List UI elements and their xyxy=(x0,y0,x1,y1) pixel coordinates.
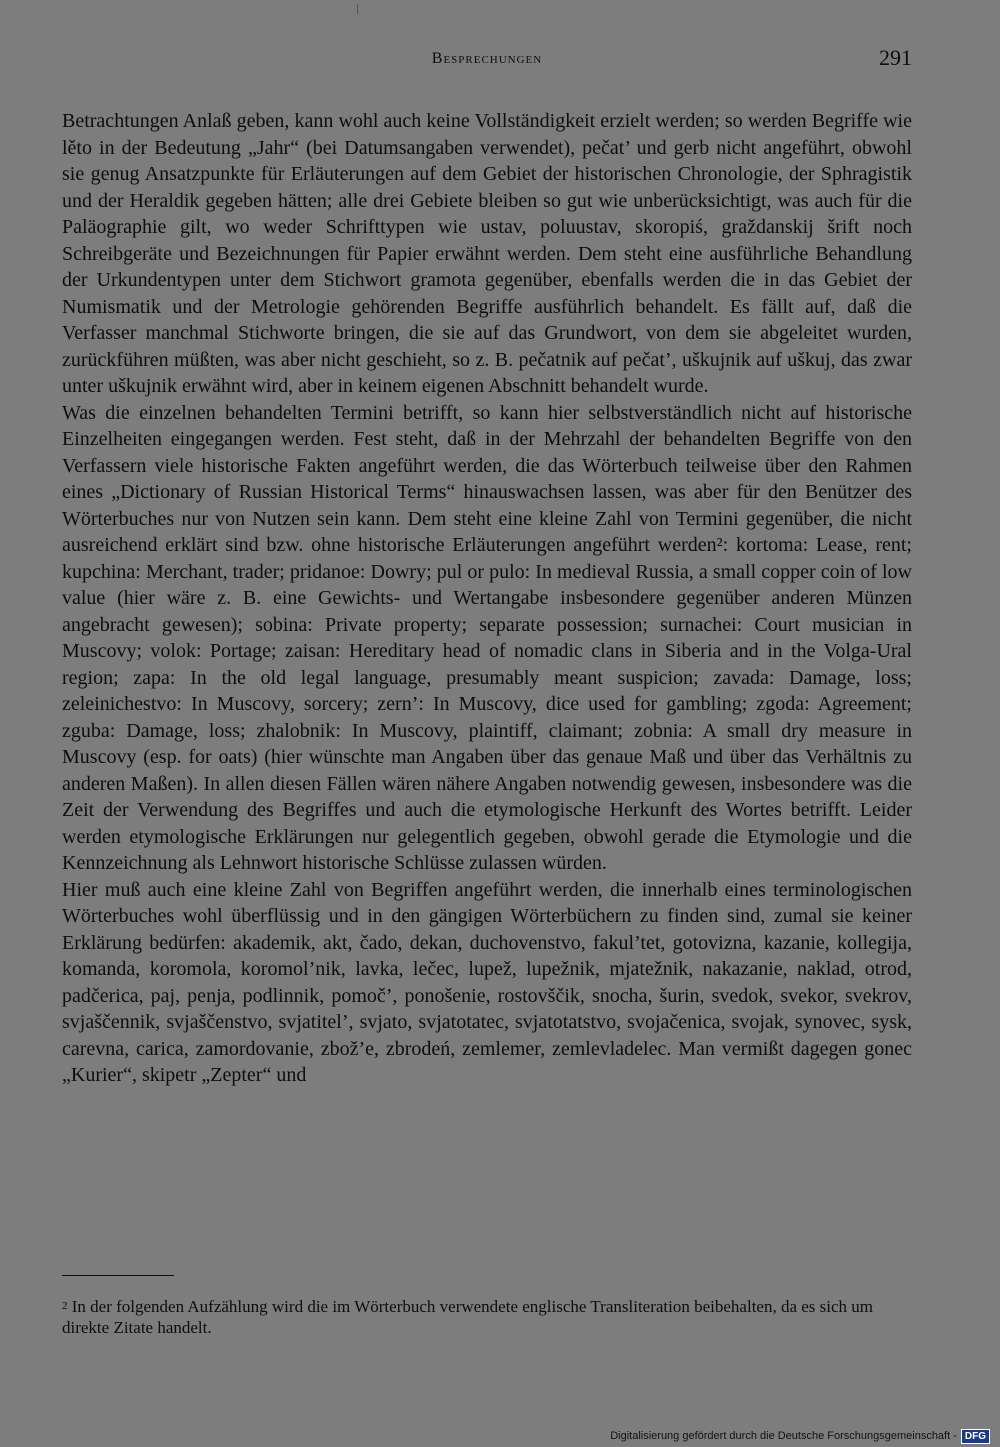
page-number: 291 xyxy=(879,45,912,70)
footnote-text: In der folgenden Aufzählung wird die im Wörterbuch verwendete englische Transliteration beibehalten, da es sich um direkte Zitate handelt. xyxy=(62,1297,874,1337)
scan-mark xyxy=(357,4,358,14)
paragraph-3: Hier muß auch eine kleine Zahl von Begriffen angeführt werden, die innerhalb eines terminologischen Wörterbuches wohl überflüssig und in den gängigen Wörterbüchern zu finden sind, zumal sie keiner Erklärung bedürfen: akademik, akt, čado, dekan, duchovenstvo, fakul’tet, gotovizna, kazanie, kollegija, komanda, koromola, koromol’nik, lavka, lečec, lupež, lupežnik, mjatežnik, nakazanie, naklad, otrod, padčerica, paj, penja, podlinnik, pomoč’, ponošenie, rostovščik, snocha, šurin, svedok, svekor, svekrov, svjaščennik, svjaščenstvo, svjatitel’, svjato, svjatotatec, svjatotatstvo, svojačenica, svojak, synovec, sysk, carevna, carica, zamordovanie, zbož’e, zbrodeń, zemlemer, zemlevladelec. Man vermißt dagegen gonec „Kurier“, skipetr „Zepter“ und xyxy=(62,878,912,1086)
paragraph-2: Was die einzelnen behandelten Termini betrifft, so kann hier selbstverständlich nicht auf historische Einzelheiten eingegangen werden. Fest steht, daß in der Mehrzahl der behandelten Begriffe von den Verfassern viele historische Fakten angeführt werden, die das Wörterbuch teilweise über den Rahmen eines „Dictionary of Russian Historical Terms“ hinauswachsen lassen, was aber für den Benützer des Wörterbuches nur von Nutzen sein kann. Dem steht eine kleine Zahl von Termini gegenüber, die nicht ausreichend erklärt sind bzw. ohne historische Erläuterungen angeführt werden²: kortoma: Lease, rent; kupchina: Merchant, trader; pridanoe: Dowry; pul or pulo: In medieval Russia, a small copper coin of low value (hier wäre z. B. eine Gewichts- und Wertangabe insbesondere gegenüber anderen Münzen angebracht gewesen); sobina: Private property; separate possession; surnachei: Court musician in Muscovy; volok: Portage; zaisan: Hereditary head of nomadic clans in Siberia and in the Volga-Ural region; zapa: In the old legal language, presumably meant suspicion; zavada: Damage, loss; zeleinichestvo: In Muscovy, sorcery; zern’: In Muscovy, dice used for gambling; zgoda: Agreement; zguba: Damage, loss; zhalobnik: In Muscovy, plaintiff, claimant; zobnia: A small dry measure in Muscovy (esp. for oats) (hier wünschte man Angaben über das genaue Maß und über das Verhältnis zu anderen Maßen). In allen diesen Fällen wären nähere Angaben notwendig gewesen, insbesondere was die Zeit der Verwendung des Begriffes und auch die etymologische Herkunft des Wortes betrifft. Leider werden etymologische Erklärungen nur gelegentlich gegeben, obwohl gerade die Etymologie und die Kennzeichnung als Lehnwort historische Schlüsse zulassen würden. xyxy=(62,401,912,874)
dfg-logo-icon: DFG xyxy=(961,1429,990,1444)
footnote xyxy=(62,1296,912,1338)
body-text xyxy=(62,108,912,1089)
footnote-marker: 2 xyxy=(62,1300,68,1312)
funding-note xyxy=(610,1428,990,1444)
page-header xyxy=(62,45,912,80)
funding-text: Digitalisierung gefördert durch die Deutsche Forschungsgemeinschaft - xyxy=(610,1430,957,1442)
footnote-divider xyxy=(62,1275,174,1276)
paragraph-1: Betrachtungen Anlaß geben, kann wohl auch keine Vollständigkeit erzielt werden; so werden Begriffe wie lěto in der Bedeutung „Jahr“ (bei Datumsangaben verwendet), pečat’ und gerb nicht angeführt, obwohl sie genug Ansatzpunkte für Erläuterungen auf dem Gebiet der historischen Chronologie, der Sphragistik und der Heraldik gegeben hätten; alle drei Gebiete bleiben so gut wie unberücksichtigt, was auch für die Paläographie gilt, wo weder Schrifttypen wie ustav, poluustav, skoropiś, graždanskij šrift noch Schreibgeräte und Bezeichnungen für Papier erwähnt werden. Dem steht eine ausführliche Behandlung der Urkundentypen unter dem Stichwort gramota gegenüber, ebenfalls werden die in das Gebiet der Numismatik und der Metrologie gehörenden Begriffe ausführlich behandelt. Es fällt auf, daß die Verfasser manchmal Stichworte bringen, die sie auf das Grundwort, von dem sie abgeleitet wurden, zurückführen müßten, was aber nicht geschieht, so z. B. pečatnik auf pečat’, uškujnik auf uškuj, das zwar unter uškujnik erwähnt wird, aber in keinem eigenen Abschnitt behandelt wurde. xyxy=(62,110,912,397)
running-title: Besprechungen xyxy=(431,50,543,67)
